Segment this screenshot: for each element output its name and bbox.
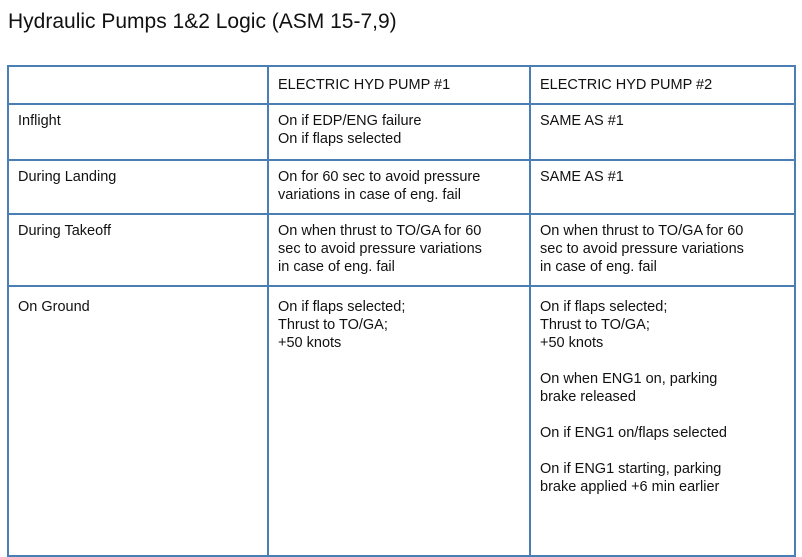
header-cell-pump2: ELECTRIC HYD PUMP #2 [530, 66, 795, 104]
pump1-cell [268, 286, 530, 556]
cell-line: +50 knots [540, 335, 604, 351]
cell-paragraph [540, 460, 786, 496]
cell-line: Thrust to TO/GA; [278, 317, 388, 333]
cell-line: sec to avoid pressure variations [278, 241, 482, 257]
table-header-row [8, 66, 795, 104]
cell-line: On if EDP/ENG failure [278, 113, 422, 129]
pump1-cell [268, 160, 530, 214]
table-row-on-ground [8, 286, 795, 556]
header-cell-pump1: ELECTRIC HYD PUMP #1 [268, 66, 530, 104]
cell-line: brake released [540, 389, 636, 405]
cell-line: sec to avoid pressure variations [540, 241, 744, 257]
cell-line: On if flaps selected; [540, 299, 668, 315]
condition-cell: During Landing [8, 160, 268, 214]
cell-paragraph [540, 370, 786, 406]
condition-cell: Inflight [8, 104, 268, 160]
cell-line: On when thrust to TO/GA for 60 [540, 223, 744, 239]
header-cell-condition [8, 66, 268, 104]
pump2-cell [530, 160, 795, 214]
cell-line: On if ENG1 starting, parking [540, 461, 722, 477]
pump1-cell [268, 214, 530, 286]
cell-line: brake applied +6 min earlier [540, 479, 720, 495]
cell-line: On if flaps selected [278, 131, 402, 147]
pump2-cell [530, 286, 795, 556]
cell-line: in case of eng. fail [278, 259, 395, 275]
cell-line: On for 60 sec to avoid pressure [278, 169, 481, 185]
page-title: Hydraulic Pumps 1&2 Logic (ASM 15-7,9) [8, 10, 397, 33]
cell-line: On when ENG1 on, parking [540, 371, 718, 387]
table-row-landing [8, 160, 795, 214]
table-row-inflight [8, 104, 795, 160]
cell-line: in case of eng. fail [540, 259, 657, 275]
cell-line: variations in case of eng. fail [278, 187, 461, 203]
cell-paragraph [540, 424, 786, 442]
cell-line: +50 knots [278, 335, 342, 351]
pump2-cell [530, 104, 795, 160]
cell-line: SAME AS #1 [540, 169, 624, 185]
cell-line: On when thrust to TO/GA for 60 [278, 223, 482, 239]
cell-line: On if flaps selected; [278, 299, 406, 315]
pump-logic-table [7, 65, 796, 557]
cell-paragraph [540, 298, 786, 352]
pump1-cell [268, 104, 530, 160]
pump2-cell [530, 214, 795, 286]
table-row-takeoff [8, 214, 795, 286]
cell-line: SAME AS #1 [540, 113, 624, 129]
condition-cell: On Ground [8, 286, 268, 556]
cell-line: Thrust to TO/GA; [540, 317, 650, 333]
cell-line: On if ENG1 on/flaps selected [540, 425, 727, 441]
condition-cell: During Takeoff [8, 214, 268, 286]
